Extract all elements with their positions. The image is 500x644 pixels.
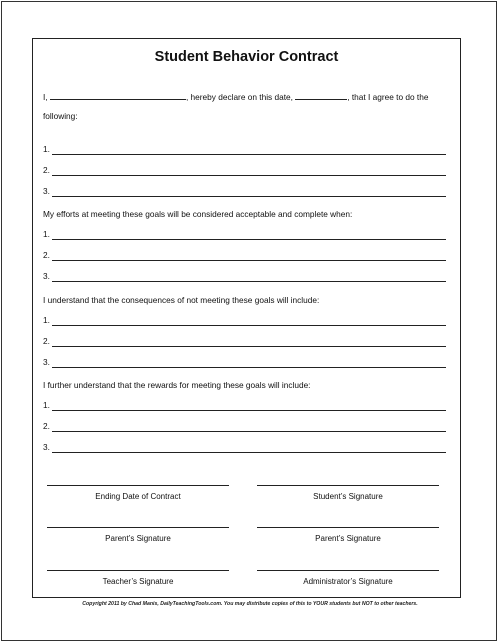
reward-item-3[interactable] bbox=[43, 442, 446, 454]
section-label-rewards: I further understand that the rewards for meeting these goals will include: bbox=[43, 380, 311, 390]
completion-item-2[interactable] bbox=[43, 250, 446, 262]
answer-line bbox=[52, 175, 446, 176]
item-number: 2. bbox=[43, 421, 50, 431]
name-blank[interactable] bbox=[50, 90, 186, 100]
answer-line bbox=[52, 367, 446, 368]
intro-middle: , hereby declare on this date, bbox=[185, 92, 293, 102]
item-number: 2. bbox=[43, 336, 50, 346]
item-number: 1. bbox=[43, 315, 50, 325]
section-label-consequences: I understand that the consequences of not meeting these goals will include: bbox=[43, 295, 320, 305]
intro-suffix: , that I agree to do the bbox=[347, 92, 429, 102]
reward-item-1[interactable] bbox=[43, 400, 446, 412]
reward-item-2[interactable] bbox=[43, 421, 446, 433]
answer-line bbox=[52, 431, 446, 432]
parent-signature-field-left[interactable] bbox=[47, 527, 229, 543]
item-number: 3. bbox=[43, 442, 50, 452]
signature-line bbox=[47, 485, 229, 486]
item-number: 3. bbox=[43, 186, 50, 196]
parent-signature-field-right[interactable] bbox=[257, 527, 439, 543]
agreement-item-1[interactable] bbox=[43, 144, 446, 156]
date-blank[interactable] bbox=[295, 90, 347, 100]
item-number: 3. bbox=[43, 357, 50, 367]
copyright-notice: Copyright 2011 by Chad Manis, DailyTeachingTools.com. You may distribute copies of this to YOUR students but NOT to other teachers. bbox=[82, 601, 418, 607]
consequence-item-3[interactable] bbox=[43, 357, 446, 369]
intro-statement bbox=[43, 90, 428, 102]
answer-line bbox=[52, 346, 446, 347]
student-signature-label: Student’s Signature bbox=[313, 492, 383, 501]
item-number: 1. bbox=[43, 144, 50, 154]
intro-continuation: following: bbox=[43, 111, 78, 121]
signature-line bbox=[257, 485, 439, 486]
administrator-signature-label: Administrator’s Signature bbox=[303, 577, 393, 586]
ending-date-label: Ending Date of Contract bbox=[95, 492, 181, 501]
item-number: 3. bbox=[43, 271, 50, 281]
answer-line bbox=[52, 281, 446, 282]
agreement-item-3[interactable] bbox=[43, 186, 446, 198]
intro-prefix: I, bbox=[43, 92, 48, 102]
consequence-item-2[interactable] bbox=[43, 336, 446, 348]
page-title: Student Behavior Contract bbox=[154, 49, 339, 65]
answer-line bbox=[52, 154, 446, 155]
student-signature-field[interactable] bbox=[257, 485, 439, 501]
item-number: 1. bbox=[43, 229, 50, 239]
signature-line bbox=[257, 527, 439, 528]
teacher-signature-label: Teacher’s Signature bbox=[102, 577, 174, 586]
signature-line bbox=[257, 570, 439, 571]
item-number: 2. bbox=[43, 250, 50, 260]
answer-line bbox=[52, 410, 446, 411]
agreement-item-2[interactable] bbox=[43, 165, 446, 177]
consequence-item-1[interactable] bbox=[43, 315, 446, 327]
teacher-signature-field[interactable] bbox=[47, 570, 229, 586]
answer-line bbox=[52, 260, 446, 261]
item-number: 2. bbox=[43, 165, 50, 175]
answer-line bbox=[52, 196, 446, 197]
parent-signature-label: Parent’s Signature bbox=[105, 534, 171, 543]
completion-item-1[interactable] bbox=[43, 229, 446, 241]
answer-line bbox=[52, 239, 446, 240]
answer-line bbox=[52, 452, 446, 453]
administrator-signature-field[interactable] bbox=[257, 570, 439, 586]
completion-item-3[interactable] bbox=[43, 271, 446, 283]
answer-line bbox=[52, 325, 446, 326]
ending-date-field[interactable] bbox=[47, 485, 229, 501]
item-number: 1. bbox=[43, 400, 50, 410]
section-label-completion: My efforts at meeting these goals will be considered acceptable and complete when: bbox=[43, 209, 353, 219]
signature-line bbox=[47, 570, 229, 571]
parent-signature-label: Parent’s Signature bbox=[315, 534, 381, 543]
contract-form bbox=[32, 38, 461, 598]
signature-line bbox=[47, 527, 229, 528]
